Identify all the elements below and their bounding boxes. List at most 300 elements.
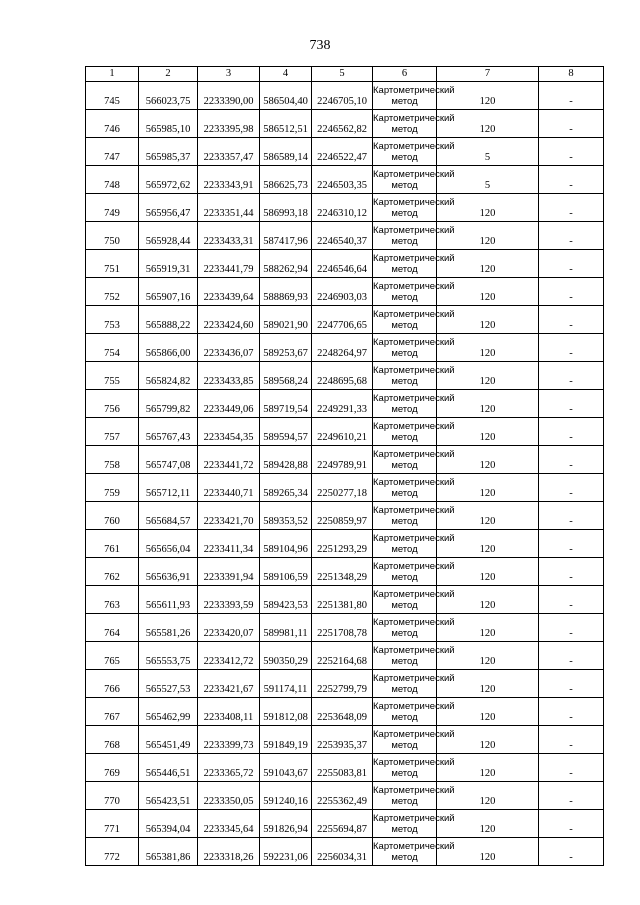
y-coordinate-1: 2233433,85	[198, 362, 260, 390]
table-row	[86, 222, 604, 250]
method-cell	[373, 166, 455, 194]
note-value: -	[539, 138, 604, 166]
point-number: 772	[86, 838, 139, 866]
method-line-1: Картометрический	[373, 168, 455, 180]
note-value: -	[539, 838, 604, 866]
x-coordinate-2: 589353,52	[260, 502, 312, 530]
point-number: 753	[86, 306, 139, 334]
method-cell	[373, 278, 455, 306]
method-line-2: метод	[391, 795, 418, 807]
table-row	[86, 334, 604, 362]
method-line-1: Картометрический	[373, 364, 455, 376]
table-row	[86, 838, 604, 866]
method-cell	[373, 222, 455, 250]
y-coordinate-2: 2250277,18	[312, 474, 373, 502]
x-coordinate-2: 591043,67	[260, 754, 312, 782]
accuracy-value: 120	[437, 362, 539, 390]
point-number: 763	[86, 586, 139, 614]
x-coordinate-2: 586504,40	[260, 82, 312, 110]
x-coordinate-2: 588869,93	[260, 278, 312, 306]
accuracy-value: 120	[437, 278, 539, 306]
note-value: -	[539, 782, 604, 810]
note-value: -	[539, 110, 604, 138]
method-line-1: Картометрический	[373, 588, 455, 600]
method-cell	[373, 334, 455, 362]
y-coordinate-1: 2233365,72	[198, 754, 260, 782]
accuracy-value: 120	[437, 222, 539, 250]
accuracy-value: 120	[437, 110, 539, 138]
method-cell	[373, 446, 455, 474]
y-coordinate-1: 2233433,31	[198, 222, 260, 250]
method-line-1: Картометрический	[373, 420, 455, 432]
y-coordinate-2: 2252164,68	[312, 642, 373, 670]
x-coordinate-1: 565767,43	[139, 418, 198, 446]
x-coordinate-2: 589423,53	[260, 586, 312, 614]
method-line-2: метод	[391, 543, 418, 555]
method-line-2: метод	[391, 95, 418, 107]
accuracy-value: 120	[437, 418, 539, 446]
y-coordinate-1: 2233412,72	[198, 642, 260, 670]
note-value: -	[539, 166, 604, 194]
point-number: 752	[86, 278, 139, 306]
point-number: 765	[86, 642, 139, 670]
method-line-2: метод	[391, 711, 418, 723]
x-coordinate-2: 586512,51	[260, 110, 312, 138]
accuracy-value: 120	[437, 474, 539, 502]
x-coordinate-2: 589428,88	[260, 446, 312, 474]
table-row	[86, 194, 604, 222]
point-number: 770	[86, 782, 139, 810]
accuracy-value: 120	[437, 306, 539, 334]
accuracy-value: 120	[437, 446, 539, 474]
method-cell	[373, 558, 455, 586]
table-row	[86, 250, 604, 278]
method-line-2: метод	[391, 403, 418, 415]
method-line-1: Картометрический	[373, 756, 455, 768]
y-coordinate-1: 2233440,71	[198, 474, 260, 502]
method-line-1: Картометрический	[373, 308, 455, 320]
method-cell	[373, 474, 455, 502]
method-line-1: Картометрический	[373, 196, 455, 208]
x-coordinate-2: 589021,90	[260, 306, 312, 334]
x-coordinate-1: 565527,53	[139, 670, 198, 698]
y-coordinate-2: 2255694,87	[312, 810, 373, 838]
point-number: 749	[86, 194, 139, 222]
method-cell	[373, 362, 455, 390]
x-coordinate-1: 565684,57	[139, 502, 198, 530]
point-number: 751	[86, 250, 139, 278]
method-cell	[373, 670, 455, 698]
y-coordinate-1: 2233390,00	[198, 82, 260, 110]
point-number: 755	[86, 362, 139, 390]
y-coordinate-2: 2246546,64	[312, 250, 373, 278]
method-line-1: Картометрический	[373, 812, 455, 824]
method-line-1: Картометрический	[373, 504, 455, 516]
x-coordinate-1: 565928,44	[139, 222, 198, 250]
x-coordinate-2: 589981,11	[260, 614, 312, 642]
note-value: -	[539, 810, 604, 838]
y-coordinate-1: 2233411,34	[198, 530, 260, 558]
note-value: -	[539, 558, 604, 586]
method-line-2: метод	[391, 431, 418, 443]
y-coordinate-1: 2233441,72	[198, 446, 260, 474]
y-coordinate-2: 2250859,97	[312, 502, 373, 530]
note-value: -	[539, 222, 604, 250]
x-coordinate-1: 566023,75	[139, 82, 198, 110]
y-coordinate-1: 2233343,91	[198, 166, 260, 194]
note-value: -	[539, 362, 604, 390]
y-coordinate-1: 2233350,05	[198, 782, 260, 810]
method-line-1: Картометрический	[373, 224, 455, 236]
method-line-1: Картометрический	[373, 140, 455, 152]
table-row	[86, 614, 604, 642]
accuracy-value: 120	[437, 530, 539, 558]
method-cell	[373, 502, 455, 530]
method-line-2: метод	[391, 207, 418, 219]
point-number: 771	[86, 810, 139, 838]
y-coordinate-2: 2246540,37	[312, 222, 373, 250]
method-line-2: метод	[391, 291, 418, 303]
table-row	[86, 726, 604, 754]
note-value: -	[539, 390, 604, 418]
y-coordinate-2: 2251381,80	[312, 586, 373, 614]
page-number: 738	[309, 38, 331, 53]
table-row	[86, 82, 604, 110]
x-coordinate-1: 565956,47	[139, 194, 198, 222]
method-line-1: Картометрический	[373, 840, 455, 852]
x-coordinate-2: 589568,24	[260, 362, 312, 390]
column-header: 5	[312, 67, 373, 82]
y-coordinate-2: 2249789,91	[312, 446, 373, 474]
x-coordinate-1: 565866,00	[139, 334, 198, 362]
x-coordinate-2: 589719,54	[260, 390, 312, 418]
table-row	[86, 306, 604, 334]
point-number: 762	[86, 558, 139, 586]
method-line-2: метод	[391, 655, 418, 667]
x-coordinate-1: 565799,82	[139, 390, 198, 418]
x-coordinate-2: 592231,06	[260, 838, 312, 866]
x-coordinate-1: 565581,26	[139, 614, 198, 642]
method-cell	[373, 390, 455, 418]
note-value: -	[539, 754, 604, 782]
table-row	[86, 110, 604, 138]
x-coordinate-2: 589265,34	[260, 474, 312, 502]
method-line-2: метод	[391, 347, 418, 359]
y-coordinate-1: 2233318,26	[198, 838, 260, 866]
column-header: 8	[539, 67, 604, 82]
method-line-2: метод	[391, 123, 418, 135]
method-line-2: метод	[391, 767, 418, 779]
y-coordinate-1: 2233421,70	[198, 502, 260, 530]
accuracy-value: 5	[437, 138, 539, 166]
column-header: 2	[139, 67, 198, 82]
method-cell	[373, 138, 455, 166]
method-line-1: Картометрический	[373, 84, 455, 96]
point-number: 746	[86, 110, 139, 138]
method-cell	[373, 586, 455, 614]
method-line-1: Картометрический	[373, 112, 455, 124]
table-row	[86, 418, 604, 446]
y-coordinate-2: 2251293,29	[312, 530, 373, 558]
point-number: 767	[86, 698, 139, 726]
y-coordinate-2: 2246522,47	[312, 138, 373, 166]
y-coordinate-1: 2233441,79	[198, 250, 260, 278]
note-value: -	[539, 474, 604, 502]
y-coordinate-1: 2233399,73	[198, 726, 260, 754]
y-coordinate-1: 2233439,64	[198, 278, 260, 306]
note-value: -	[539, 194, 604, 222]
method-cell	[373, 530, 455, 558]
accuracy-value: 120	[437, 642, 539, 670]
method-line-2: метод	[391, 263, 418, 275]
y-coordinate-2: 2251708,78	[312, 614, 373, 642]
accuracy-value: 120	[437, 390, 539, 418]
method-cell	[373, 110, 455, 138]
accuracy-value: 120	[437, 670, 539, 698]
y-coordinate-2: 2246310,12	[312, 194, 373, 222]
y-coordinate-2: 2255362,49	[312, 782, 373, 810]
x-coordinate-2: 591812,08	[260, 698, 312, 726]
x-coordinate-1: 565381,86	[139, 838, 198, 866]
table-row	[86, 642, 604, 670]
table-body	[86, 82, 604, 866]
x-coordinate-1: 565985,37	[139, 138, 198, 166]
note-value: -	[539, 726, 604, 754]
table-row	[86, 446, 604, 474]
point-number: 756	[86, 390, 139, 418]
method-cell	[373, 642, 455, 670]
accuracy-value: 120	[437, 782, 539, 810]
note-value: -	[539, 82, 604, 110]
accuracy-value: 120	[437, 250, 539, 278]
x-coordinate-2: 589106,59	[260, 558, 312, 586]
x-coordinate-2: 591826,94	[260, 810, 312, 838]
y-coordinate-2: 2256034,31	[312, 838, 373, 866]
y-coordinate-1: 2233420,07	[198, 614, 260, 642]
accuracy-value: 120	[437, 502, 539, 530]
point-number: 764	[86, 614, 139, 642]
method-line-1: Картометрический	[373, 336, 455, 348]
y-coordinate-2: 2246903,03	[312, 278, 373, 306]
y-coordinate-1: 2233357,47	[198, 138, 260, 166]
y-coordinate-1: 2233395,98	[198, 110, 260, 138]
x-coordinate-1: 565656,04	[139, 530, 198, 558]
table-row	[86, 782, 604, 810]
table-row	[86, 138, 604, 166]
method-line-2: метод	[391, 319, 418, 331]
x-coordinate-1: 565824,82	[139, 362, 198, 390]
method-line-2: метод	[391, 515, 418, 527]
y-coordinate-2: 2248264,97	[312, 334, 373, 362]
note-value: -	[539, 418, 604, 446]
method-line-2: метод	[391, 571, 418, 583]
method-line-1: Картометрический	[373, 476, 455, 488]
y-coordinate-2: 2251348,29	[312, 558, 373, 586]
method-line-1: Картометрический	[373, 252, 455, 264]
accuracy-value: 120	[437, 558, 539, 586]
x-coordinate-2: 587417,96	[260, 222, 312, 250]
x-coordinate-2: 590350,29	[260, 642, 312, 670]
x-coordinate-2: 588262,94	[260, 250, 312, 278]
accuracy-value: 120	[437, 586, 539, 614]
table-row	[86, 670, 604, 698]
note-value: -	[539, 530, 604, 558]
method-line-1: Картометрический	[373, 280, 455, 292]
method-line-1: Картометрический	[373, 728, 455, 740]
method-line-1: Картометрический	[373, 672, 455, 684]
table-row	[86, 810, 604, 838]
table-row	[86, 530, 604, 558]
y-coordinate-1: 2233436,07	[198, 334, 260, 362]
accuracy-value: 5	[437, 166, 539, 194]
accuracy-value: 120	[437, 754, 539, 782]
table-row	[86, 474, 604, 502]
x-coordinate-2: 589253,67	[260, 334, 312, 362]
y-coordinate-2: 2253935,37	[312, 726, 373, 754]
x-coordinate-1: 565747,08	[139, 446, 198, 474]
method-cell	[373, 754, 455, 782]
y-coordinate-1: 2233421,67	[198, 670, 260, 698]
method-line-2: метод	[391, 683, 418, 695]
note-value: -	[539, 698, 604, 726]
column-header: 7	[437, 67, 539, 82]
column-header: 1	[86, 67, 139, 82]
point-number: 761	[86, 530, 139, 558]
method-cell	[373, 418, 455, 446]
point-number: 748	[86, 166, 139, 194]
method-line-2: метод	[391, 151, 418, 163]
method-cell	[373, 194, 455, 222]
y-coordinate-2: 2253648,09	[312, 698, 373, 726]
table-row	[86, 362, 604, 390]
method-cell	[373, 82, 455, 110]
x-coordinate-2: 591240,16	[260, 782, 312, 810]
header-row	[86, 67, 604, 82]
method-line-2: метод	[391, 459, 418, 471]
method-cell	[373, 698, 455, 726]
x-coordinate-1: 565462,99	[139, 698, 198, 726]
y-coordinate-1: 2233454,35	[198, 418, 260, 446]
point-number: 747	[86, 138, 139, 166]
y-coordinate-1: 2233449,06	[198, 390, 260, 418]
note-value: -	[539, 614, 604, 642]
point-number: 758	[86, 446, 139, 474]
accuracy-value: 120	[437, 334, 539, 362]
method-line-2: метод	[391, 823, 418, 835]
method-cell	[373, 838, 455, 866]
y-coordinate-1: 2233408,11	[198, 698, 260, 726]
method-line-1: Картометрический	[373, 616, 455, 628]
y-coordinate-2: 2246562,82	[312, 110, 373, 138]
method-line-1: Картометрический	[373, 560, 455, 572]
accuracy-value: 120	[437, 810, 539, 838]
x-coordinate-2: 589104,96	[260, 530, 312, 558]
method-line-2: метод	[391, 235, 418, 247]
method-line-2: метод	[391, 599, 418, 611]
x-coordinate-2: 591174,11	[260, 670, 312, 698]
coordinates-table	[85, 66, 604, 866]
y-coordinate-2: 2249291,33	[312, 390, 373, 418]
accuracy-value: 120	[437, 614, 539, 642]
table-row	[86, 502, 604, 530]
accuracy-value: 120	[437, 194, 539, 222]
x-coordinate-1: 565446,51	[139, 754, 198, 782]
note-value: -	[539, 670, 604, 698]
method-line-2: метод	[391, 627, 418, 639]
x-coordinate-2: 586993,18	[260, 194, 312, 222]
note-value: -	[539, 278, 604, 306]
method-line-2: метод	[391, 487, 418, 499]
y-coordinate-2: 2247706,65	[312, 306, 373, 334]
table-row	[86, 586, 604, 614]
table-row	[86, 558, 604, 586]
method-cell	[373, 306, 455, 334]
method-line-1: Картометрический	[373, 532, 455, 544]
point-number: 760	[86, 502, 139, 530]
x-coordinate-1: 565919,31	[139, 250, 198, 278]
y-coordinate-2: 2246705,10	[312, 82, 373, 110]
y-coordinate-2: 2255083,81	[312, 754, 373, 782]
method-line-2: метод	[391, 375, 418, 387]
method-line-1: Картометрический	[373, 784, 455, 796]
point-number: 754	[86, 334, 139, 362]
x-coordinate-2: 589594,57	[260, 418, 312, 446]
x-coordinate-1: 565972,62	[139, 166, 198, 194]
table-row	[86, 166, 604, 194]
method-cell	[373, 810, 455, 838]
x-coordinate-1: 565907,16	[139, 278, 198, 306]
note-value: -	[539, 306, 604, 334]
point-number: 769	[86, 754, 139, 782]
x-coordinate-1: 565712,11	[139, 474, 198, 502]
y-coordinate-1: 2233393,59	[198, 586, 260, 614]
x-coordinate-1: 565394,04	[139, 810, 198, 838]
note-value: -	[539, 502, 604, 530]
y-coordinate-1: 2233351,44	[198, 194, 260, 222]
y-coordinate-2: 2246503,35	[312, 166, 373, 194]
note-value: -	[539, 642, 604, 670]
method-line-2: метод	[391, 179, 418, 191]
table-row	[86, 278, 604, 306]
x-coordinate-1: 565611,93	[139, 586, 198, 614]
accuracy-value: 120	[437, 838, 539, 866]
method-cell	[373, 782, 455, 810]
x-coordinate-1: 565985,10	[139, 110, 198, 138]
column-header: 3	[198, 67, 260, 82]
x-coordinate-1: 565636,91	[139, 558, 198, 586]
x-coordinate-2: 591849,19	[260, 726, 312, 754]
column-header: 4	[260, 67, 312, 82]
table-row	[86, 390, 604, 418]
point-number: 757	[86, 418, 139, 446]
method-line-1: Картометрический	[373, 700, 455, 712]
point-number: 750	[86, 222, 139, 250]
method-line-1: Картометрический	[373, 644, 455, 656]
y-coordinate-2: 2248695,68	[312, 362, 373, 390]
accuracy-value: 120	[437, 82, 539, 110]
method-line-1: Картометрический	[373, 448, 455, 460]
point-number: 768	[86, 726, 139, 754]
note-value: -	[539, 446, 604, 474]
method-line-2: метод	[391, 851, 418, 863]
note-value: -	[539, 586, 604, 614]
x-coordinate-2: 586589,14	[260, 138, 312, 166]
note-value: -	[539, 334, 604, 362]
y-coordinate-2: 2252799,79	[312, 670, 373, 698]
y-coordinate-1: 2233391,94	[198, 558, 260, 586]
x-coordinate-1: 565423,51	[139, 782, 198, 810]
accuracy-value: 120	[437, 726, 539, 754]
